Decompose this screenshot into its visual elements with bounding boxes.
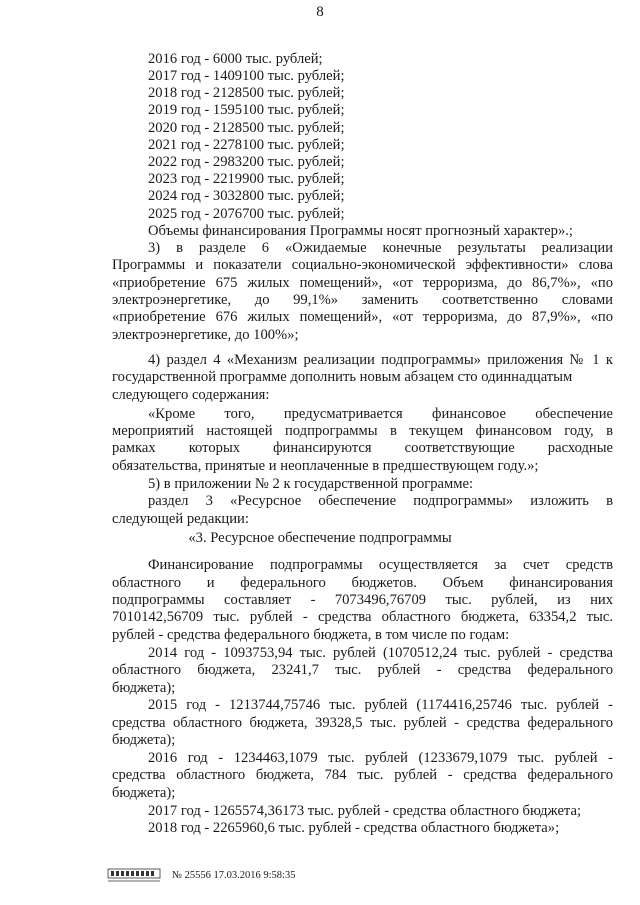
financing-line: областного и федерального бюджетов. Объем финансирования [112, 575, 613, 591]
item5-line: 5) в приложении № 2 к государственной программе: [148, 476, 474, 492]
quote4-line: рамках которых финансируются соответствующие расходные [112, 440, 613, 456]
year-detail-line: 2018 год - 2265960,6 тыс. рублей - средства областного бюджета»; [148, 820, 560, 836]
quote4-line: мероприятий настоящей подпрограммы в текущем финансовом году, в [112, 423, 613, 439]
section-heading: «3. Ресурсное обеспечение подпрограммы [188, 530, 452, 546]
item4-line: следующего содержания: [112, 387, 270, 403]
item4-line: 4) раздел 4 «Механизм реализации подпрограммы» приложения № 1 к [148, 352, 613, 368]
funding-year-line: 2019 год - 1595100 тыс. рублей; [148, 102, 345, 118]
item5-line: следующей редакции: [112, 511, 249, 527]
funding-year-line: 2018 год - 2128500 тыс. рублей; [148, 85, 345, 101]
funding-year-line: 2020 год - 2128500 тыс. рублей; [148, 120, 345, 136]
item3-line: «приобретение 675 жилых помещений», «от терроризма, до 86,7%», «по [112, 275, 613, 291]
item3-line: 3) в разделе 6 «Ожидаемые конечные результаты реализации [148, 240, 613, 256]
funding-year-line: 2021 год - 2278100 тыс. рублей; [148, 137, 345, 153]
item3-line: «приобретение 676 жилых помещений», «от терроризма, до 87,9%», «по [112, 309, 613, 325]
funding-year-line: 2017 год - 1409100 тыс. рублей; [148, 68, 345, 84]
year-detail-line: 2014 год - 1093753,94 тыс. рублей (1070512,24 тыс. рублей - средства [148, 645, 613, 661]
funding-year-line: 2025 год - 2076700 тыс. рублей; [148, 206, 345, 222]
year-detail-line: средства областного бюджета, 39328,5 тыс. рублей - средства федерального [112, 715, 613, 731]
registration-footer [106, 866, 295, 884]
year-detail-line: 2016 год - 1234463,1079 тыс. рублей (1233679,1079 тыс. рублей - [148, 750, 613, 766]
funding-year-line: 2022 год - 2983200 тыс. рублей; [148, 154, 345, 170]
item3-line: электроэнергетике, до 99,1%» заменить соответственно словами [112, 292, 613, 308]
year-detail-line: областного бюджета, 23241,7 тыс. рублей - средства федерального [112, 662, 613, 678]
financing-line: 7010142,56709 тыс. рублей - средства областного бюджета, 63354,2 тыс. [112, 609, 613, 625]
department-logo-icon [106, 866, 162, 884]
financing-line: Финансирование подпрограммы осуществляется за счет средств [148, 557, 613, 573]
item5-line: раздел 3 «Ресурсное обеспечение подпрограммы» изложить в [148, 493, 613, 509]
financing-line: подпрограммы составляет - 7073496,76709 тыс. рублей, из них [112, 592, 613, 608]
quote4-line: обязательства, принятые и неоплаченные в предшествующем году.»; [112, 458, 539, 474]
year-detail-line: бюджета); [112, 732, 176, 748]
funding-year-line: 2024 год - 3032800 тыс. рублей; [148, 188, 345, 204]
financing-line: рублей - средства федерального бюджета, в том числе по годам: [112, 627, 510, 643]
registration-stamp: № 25556 17.03.2016 9:58:35 [172, 869, 296, 881]
funding-year-line: 2023 год - 2219900 тыс. рублей; [148, 171, 345, 187]
forecast-note: Объемы финансирования Программы носят прогнозный характер».; [148, 223, 573, 239]
page-number: 8 [316, 4, 324, 20]
year-detail-line: средства областного бюджета, 784 тыс. рублей - средства федерального [112, 767, 613, 783]
year-detail-line: 2015 год - 1213744,75746 тыс. рублей (1174416,25746 тыс. рублей - [148, 697, 613, 713]
year-detail-line: бюджета); [112, 785, 176, 801]
year-detail-line: 2017 год - 1265574,36173 тыс. рублей - средства областного бюджета; [148, 803, 582, 819]
quote4-line: «Кроме того, предусматривается финансовое обеспечение [148, 406, 613, 422]
item4-line: государственной программе дополнить новым абзацем сто одиннадцатым [112, 369, 573, 385]
item3-line: Программы и показатели социально-экономической эффективности» слова [112, 257, 613, 273]
year-detail-line: бюджета); [112, 680, 176, 696]
funding-year-line: 2016 год - 6000 тыс. рублей; [148, 51, 323, 67]
item3-line: электроэнергетике, до 100%»; [112, 327, 299, 343]
